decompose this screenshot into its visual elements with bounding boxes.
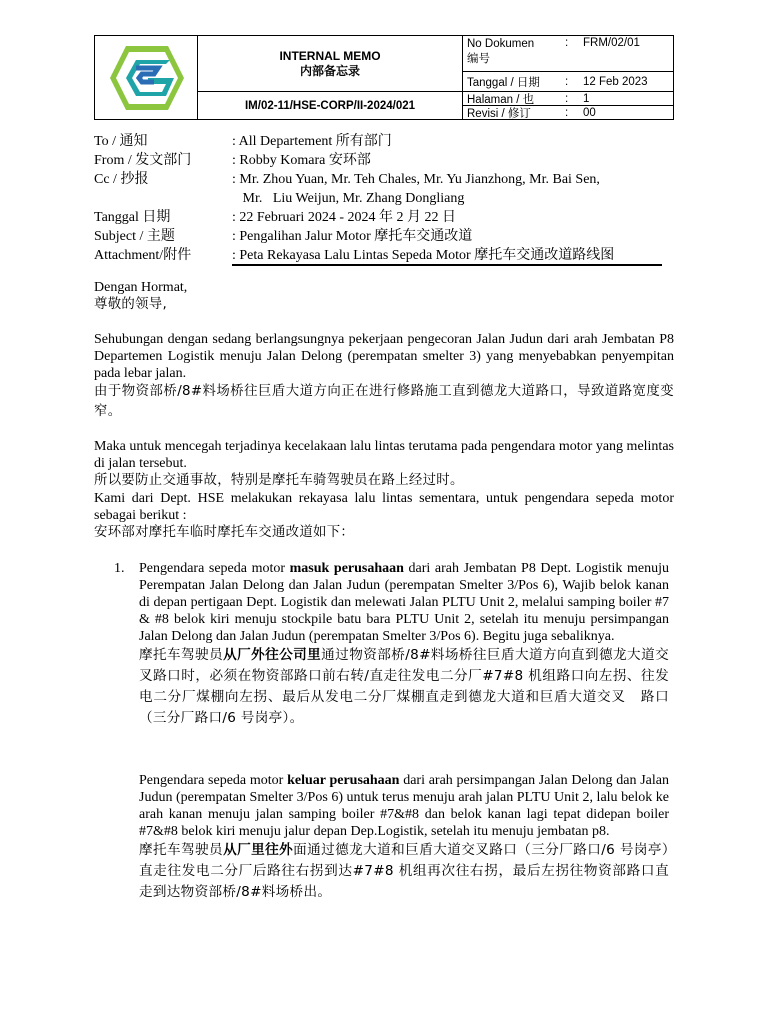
memo-header-table (94, 35, 674, 120)
info-row-from (94, 151, 664, 170)
text-run: 摩托车驾驶员 (139, 647, 224, 663)
info-divider (232, 264, 662, 266)
info-label: From / 发文部门 (94, 153, 192, 168)
info-value: Mr. Liu Weijun, Mr. Zhang Dongliang (232, 191, 465, 206)
info-value: : Pengalihan Jalur Motor 摩托车交通改道 (232, 229, 473, 244)
text-run: Pengendara sepeda motor (139, 561, 290, 576)
meta-row-page: Halaman / 也 : 1 (467, 92, 669, 105)
meta-cell-bottom (463, 92, 674, 120)
meta-value: 12 Feb 2023 (583, 75, 648, 88)
text-run: dari arah persimpangan Jalan Delong dan Jalan Judun (perempatan Smelter 3/Pos 6) untuk terus menuju arah jalan PLTU Unit 2, lalu belok ke arah kanan menuju jalan samping boiler #7&#8 dan belok kanan lagi tepat didepan boiler #7&#8 belok kiri menuju jalur depan Dep.Logistik, setelah itu menuju jembatan p8. (139, 773, 669, 839)
meta-value: 1 (583, 92, 590, 105)
text-run-bold: 从厂外往公司里 (223, 647, 322, 663)
info-label: Cc / 抄报 (94, 172, 149, 187)
text-run: 通过物资部桥/8#料场桥往巨盾大道方向直到德龙大道交叉路口时，必须在物资部路口前右转/直走往发电二分厂#7#8 机组路口向左拐、往发电二分厂煤棚向左拐、最后从发电二分厂煤棚直走到德龙大道和巨盾大道交叉 路口（三分厂路口/6 号岗亭）。 (139, 647, 669, 726)
text-run-bold: keluar perusahaan (287, 773, 400, 788)
paragraph-3-id: Kami dari Dept. HSE melakukan rekayasa lalu lintas sementara, untuk pengendara sepeda motor sebagai berikut : (94, 491, 674, 523)
info-value: : Mr. Zhou Yuan, Mr. Teh Chales, Mr. Yu Jianzhong, Mr. Bai Sen, (232, 172, 600, 187)
meta-label: No Dokumen 编号 (467, 38, 535, 65)
meta-value: FRM/02/01 (583, 37, 640, 49)
company-logo-cell (95, 36, 198, 120)
info-row-cc-cont (94, 189, 664, 208)
company-logo-icon (96, 38, 196, 118)
memo-title-zh: 内部备忘录 (299, 63, 360, 78)
meta-label: Halaman / 也 (467, 93, 535, 106)
info-value: : All Departement 所有部门 (232, 134, 392, 149)
text-run-bold: masuk perusahaan (289, 561, 404, 576)
paragraph-3-zh: 安环部对摩托车临时摩托车交通改道如下： (94, 525, 355, 540)
info-row-to (94, 132, 664, 151)
greeting (94, 279, 674, 314)
info-row-date (94, 208, 664, 227)
memo-info-block (94, 132, 664, 265)
meta-row-date: Tanggal / 日期 : 12 Feb 2023 (463, 71, 673, 91)
exiting-id-text (139, 772, 669, 840)
info-label: Subject / 主题 (94, 229, 175, 244)
entering-id-text (139, 560, 669, 645)
info-row-attachment (94, 246, 664, 265)
memo-title-cell (198, 36, 463, 92)
paragraph-3 (94, 490, 674, 542)
meta-row-revision: Revisi / 修订 : 00 (463, 105, 673, 119)
text-run: 面通过德龙大道和巨盾大道交叉路口（三分厂路口/6 号岗亭）直走往发电二分厂后路往右拐到达#7#8 机组再次往右拐，最后左拐往物资部路口直走到达物资部桥/8#料场桥出。 (139, 842, 669, 900)
info-label (94, 189, 232, 208)
info-label: To / 通知 (94, 134, 148, 149)
list-item-number: 1. (114, 561, 125, 576)
info-value: : 22 Februari 2024 - 2024 年 2 月 22 日 (232, 210, 456, 225)
memo-title-en: INTERNAL MEMO (279, 48, 381, 63)
paragraph-2-id: Maka untuk mencegah terjadinya kecelakaan lalu lintas terutama pada pengendara motor yang melintas di jalan tersebut. (94, 439, 674, 471)
memo-number: IM/02-11/HSE-CORP/II-2024/021 (244, 99, 416, 112)
meta-cell-top (463, 36, 674, 92)
meta-label: Revisi / 修订 (467, 107, 531, 120)
paragraph-2 (94, 438, 674, 490)
info-value: : Peta Rekayasa Lalu Lintas Sepeda Motor 摩托车交通改道路线图 (232, 248, 615, 263)
paragraph-1 (94, 331, 674, 422)
exiting-zh-text (139, 840, 669, 903)
info-row-cc (94, 170, 664, 189)
list-item-exiting (139, 772, 669, 903)
info-label: Tanggal 日期 (94, 210, 171, 225)
greeting-id: Dengan Hormat, (94, 280, 188, 295)
text-run: 摩托车驾驶员 (139, 842, 224, 858)
text-run: dari arah Jembatan P8 Dept. Logistik menuju Perempatan Jalan Delong dan Jalan Judun (perempatan Smelter 3/Pos 6), Wajib belok kanan di depan pertigaan Dept. Logistik dan melewati Jalan PLTU Unit 2, melalui samping boiler #7 & #8 belok kiri menuju stockpile batu bara PLTU Unit 2, setelah itu menuju persimpangan Jalan Delong dan Jalan Judun (perempatan Smelter 3/Pos 6). Begitu juga sebaliknya. (139, 561, 670, 644)
meta-row-doc-no: No Dokumen 编号 : FRM/02/01 (467, 36, 669, 71)
text-run-bold: 从厂里往外 (223, 842, 294, 858)
list-item-entering (139, 560, 669, 729)
entering-zh-text (139, 645, 669, 729)
paragraph-1-id: Sehubungan dengan sedang berlangsungnya pekerjaan pengecoran Jalan Judun dari arah Jembatan P8 Departemen Logistik menuju Jalan Delong (perempatan smelter 3) yang menyebabkan penyempitan pada lebar jalan. (94, 332, 674, 381)
info-value: : Robby Komara 安环部 (232, 153, 371, 168)
info-row-subject (94, 227, 664, 246)
paragraph-2-zh: 所以要防止交通事故，特别是摩托车骑驾驶员在路上经过时。 (94, 473, 464, 488)
meta-label: Tanggal / 日期 (467, 76, 540, 89)
text-run: Pengendara sepeda motor (139, 773, 288, 788)
info-label: Attachment/附件 (94, 248, 192, 263)
paragraph-1-zh: 由于物资部桥/8#料场桥往巨盾大道方向正在进行修路施工直到德龙大道路口，导致道路宽度变窄。 (94, 384, 674, 419)
meta-value: 00 (583, 106, 596, 119)
greeting-zh: 尊敬的领导, (94, 297, 168, 312)
memo-number-cell (198, 92, 463, 120)
